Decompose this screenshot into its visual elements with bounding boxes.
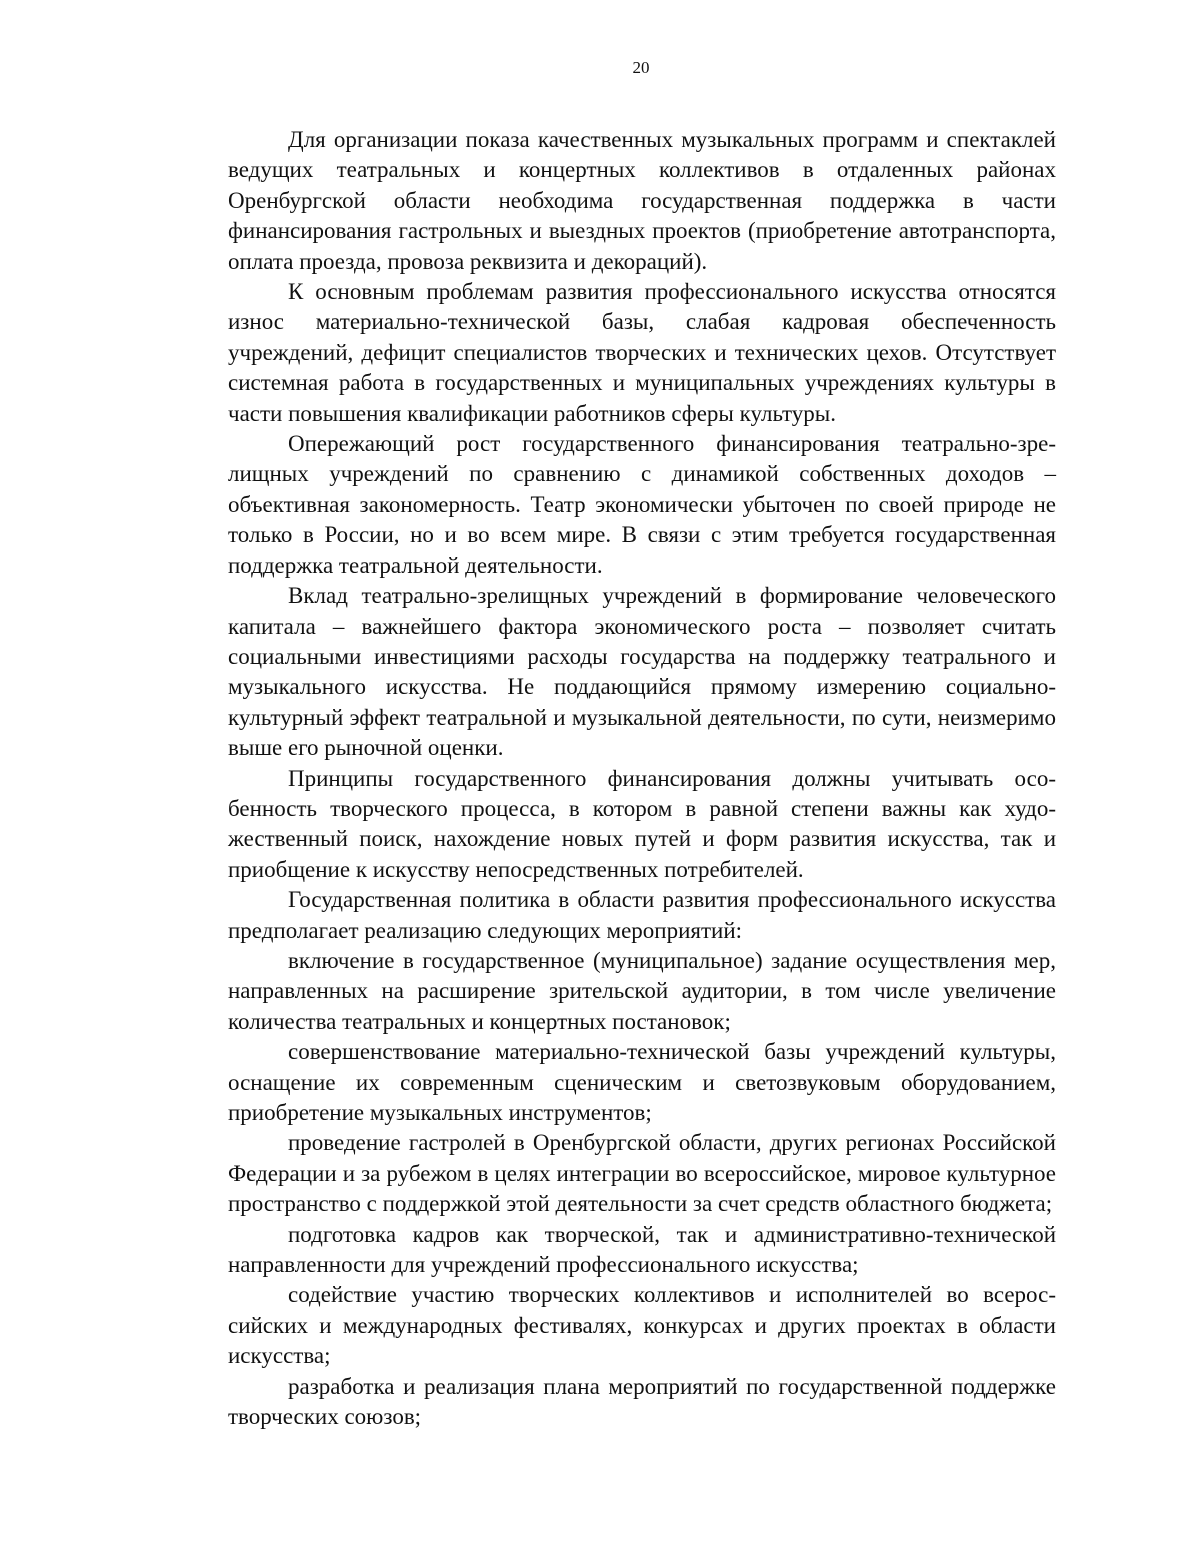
list-item-creative-unions: разработка и реализация плана мероприятий по государственной поддержке творческих союзов; bbox=[228, 1373, 1056, 1430]
list-item-festival-participation: содействие участию творческих коллективов и исполнителей во всероссийских и международных фестивалях, конкурсах и других проектах в области искусства; bbox=[228, 1282, 1056, 1369]
paragraph-main-problems: К основным проблемам развития профессионального искусства относятся износ материально-технической базы, слабая кадровая обеспеченность учреждений, дефицит специалистов творческих и технических цехов. Отсутствует системная работа в государственных и муниципальных учреждениях культуры в части повышения квалификации работников сферы культуры. bbox=[228, 279, 1056, 426]
list-item-audience-expansion: включение в государственное (муниципальное) задание осуществления мер, направленных на расширение зрительской аудитории, в том числе увеличение количества театральных и концертных постановок; bbox=[228, 947, 1056, 1034]
paragraph-financing-principles: Принципы государственного финансирования должны учитывать особенность творческого процесса, в котором в равной степени важны как художественный поиск, нахождение новых путей и форм развития искусства, так и приобщение к искусству непосредственных потребителей. bbox=[228, 765, 1056, 882]
list-item-equipment-upgrade: совершенствование материально-технической базы учреждений культуры, оснащение их современным сценическим и светозвуковым оборудованием, приобретение музыкальных инструментов; bbox=[228, 1039, 1056, 1125]
document-body bbox=[228, 125, 1056, 1432]
list-item-staff-training: подготовка кадров как творческой, так и административно-технической направленности для учреждений профессионального искусства; bbox=[228, 1221, 1056, 1278]
list-item-touring: проведение гастролей в Оренбургской области, других регионах Российской Федерации и за рубежом в целях интеграции во всероссийское, мировое культурное пространство с поддержкой этой деятельности за счет средств областного бюджета; bbox=[228, 1130, 1056, 1217]
paragraph-human-capital: Вклад театрально-зрелищных учреждений в формирование человеческого капитала – важнейшего фактора экономического роста – позволяет считать социальными инвестициями расходы государства на поддержку театрального и музыкального искусства. Не поддающийся прямому измерению социально-культурный эффект театральной и музыкальной деятельности, по сути, неизмеримо выше его рыночной оценки. bbox=[228, 583, 1056, 761]
paragraph-tour-funding: Для организации показа качественных музыкальных программ и спектаклей ведущих театральных и концертных коллективов в отдаленных районах Оренбургской области необходима государственная поддержка в части финансирования гастрольных и выездных проектов (приобретение автотранспорта, оплата проезда, провоза реквизита и декораций). bbox=[228, 127, 1056, 274]
page-number: 20 bbox=[632, 58, 650, 77]
paragraph-financing-growth: Опережающий рост государственного финансирования театрально-зрелищных учреждений по сравнению с динамикой собственных доходов – объективная закономерность. Театр экономически убыточен по своей природе не только в России, но и во всем мире. В связи с этим требуется государственная поддержка театральной деятельности. bbox=[228, 431, 1056, 578]
paragraph-state-policy: Государственная политика в области развития профессионального искусства предполагает реализацию следующих мероприятий: bbox=[228, 887, 1056, 943]
